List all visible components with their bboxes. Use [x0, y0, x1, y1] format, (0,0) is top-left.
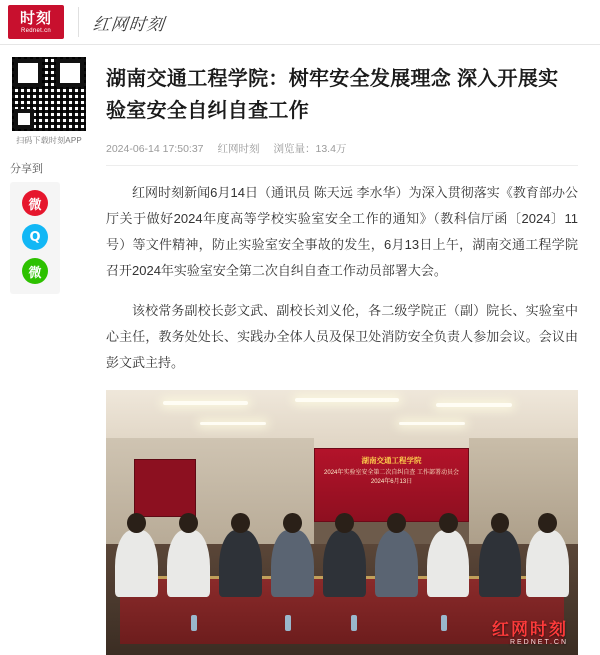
logo-label-en: Rednet.cn: [20, 27, 52, 34]
share-buttons: [10, 182, 60, 294]
article-source: 红网时刻: [217, 143, 260, 155]
publish-datetime: 2024-06-14 17:50:37: [106, 142, 204, 155]
photo-ceiling-light: [436, 403, 512, 407]
photo-attendee: [323, 530, 365, 596]
site-header: [0, 0, 600, 45]
qq-share-icon[interactable]: Q: [22, 224, 48, 250]
photo-attendee-head: [387, 513, 406, 533]
photo-attendee-head: [335, 513, 354, 533]
header-divider: [78, 7, 79, 37]
photo-ceiling-light: [163, 401, 248, 405]
qr-code-icon: [12, 57, 86, 131]
watermark-label-en: REDNET.CN: [509, 639, 568, 647]
sidebar: [0, 45, 96, 655]
photo-attendee: [115, 530, 157, 596]
photo-attendee-head: [231, 513, 250, 533]
qr-alignment-marker: [14, 109, 34, 129]
photo-attendee: [375, 530, 417, 596]
article-paragraph: 该校常务副校长彭文武、副校长刘义伦，各二级学院正（副）院长、实验室中心主任，教务处处长、实践办全体人员及保卫处消防安全负责人参加会议。会议由彭文武主持。: [106, 303, 578, 370]
photo-wall-poster: [134, 459, 195, 517]
article-meta: [106, 141, 578, 166]
photo-attendee-head: [491, 513, 510, 533]
photo-ceiling-light: [399, 422, 465, 425]
photo-attendee-head: [538, 513, 557, 533]
photo-water-bottle: [285, 615, 291, 631]
photo-attendee-head: [283, 513, 302, 533]
photo-attendee: [526, 530, 568, 596]
banner-line-2: 2024年实验室安全第二次自纠自查 工作部署动员会: [324, 470, 460, 477]
photo-attendee-head: [127, 513, 146, 533]
article: [96, 45, 600, 655]
share-label: 分享到: [10, 163, 43, 175]
photo-water-bottle: [441, 615, 447, 631]
photo-attendee-head: [439, 513, 458, 533]
logo-label-cn: 时刻: [19, 9, 52, 27]
photo-water-bottle: [351, 615, 357, 631]
page-body: [0, 45, 600, 655]
photo-attendee: [167, 530, 209, 596]
article-paragraph: 红网时刻新闻6月14日（通讯员 陈天远 李水华）为深入贯彻落实《教育部办公厅关于做好2024年度高等学校实验室安全工作的通知》（教科信厅函〔2024〕11号）等文件精神，防止实验室安全事故的发生，6月13日上午，湖南交通工程学院召开2024年实验室安全第二次自纠自查工作动员部署大会。: [106, 185, 578, 278]
page-title: 湖南交通工程学院：树牢安全发展理念 深入开展实验室安全自纠自查工作: [106, 68, 559, 122]
photo-water-bottle: [191, 615, 197, 631]
article-photo: [106, 390, 578, 655]
photo-wall-right: [469, 438, 578, 544]
photo-watermark: [492, 621, 568, 647]
view-count: 浏览量：13.4万: [273, 143, 347, 155]
qr-caption: 扫码下载时刻APP: [16, 136, 82, 145]
photo-attendee: [271, 530, 313, 596]
photo-attendee: [427, 530, 469, 596]
banner-line-3: 2024年6月13日: [370, 479, 413, 486]
weibo-share-icon[interactable]: 微: [22, 190, 48, 216]
banner-line-1: 湖南交通工程学院: [361, 456, 422, 466]
rednet-logo[interactable]: [8, 5, 64, 39]
watermark-label-cn: 红网时刻: [492, 619, 568, 639]
photo-attendee-head: [179, 513, 198, 533]
photo-attendee: [479, 530, 521, 596]
photo-attendee: [219, 530, 261, 596]
photo-ceiling-light: [200, 422, 266, 425]
photo-ceiling-light: [295, 398, 399, 402]
photo-stage-banner: [314, 448, 470, 522]
wechat-share-icon[interactable]: 微: [22, 258, 48, 284]
brand-script-mark: 红网时刻: [91, 14, 166, 35]
